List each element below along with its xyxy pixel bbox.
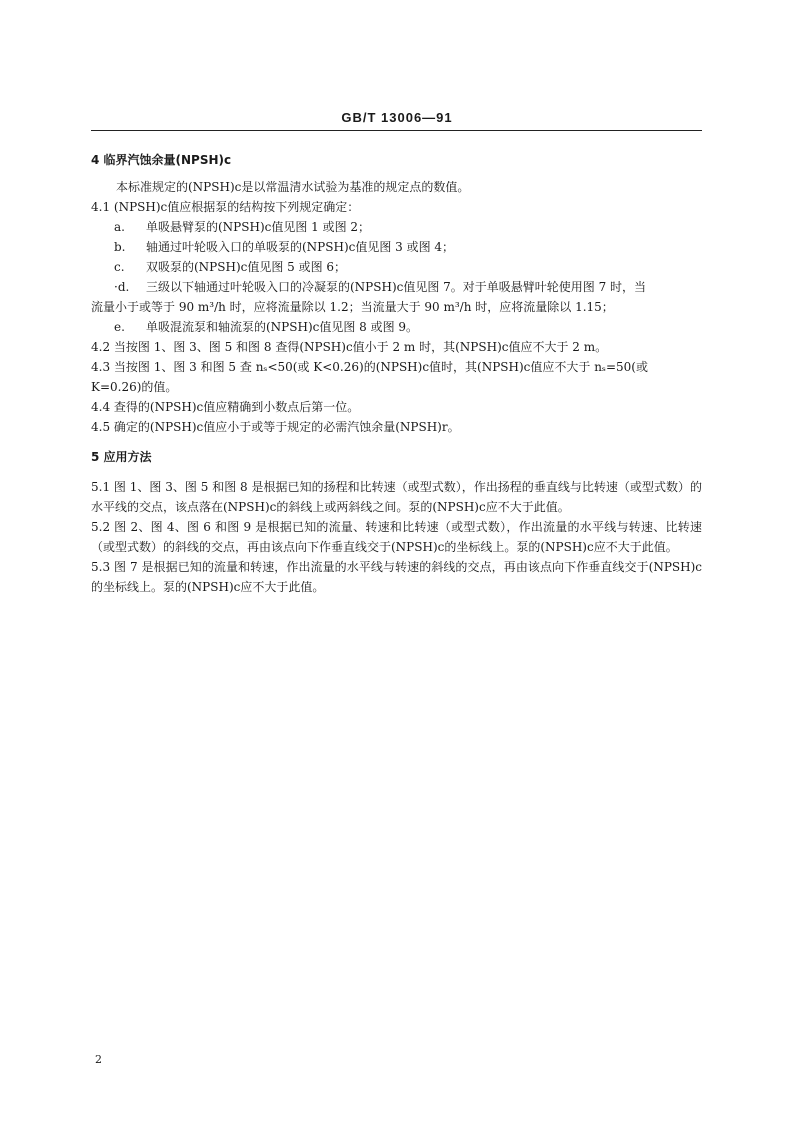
clause-5-3: 5.3 图 7 是根据已知的流量和转速，作出流量的水平线与转速的斜线的交点，再由该点向下作垂直线交于(NPSH)c的坐标线上。泵的(NPSH)c应不大于此值。: [91, 560, 702, 594]
list-label: a.: [114, 220, 125, 234]
list-text: 三级以下轴通过叶轮吸入口的冷凝泵的(NPSH)c值见图 7。对于单吸悬臂叶轮使用图 7 时，当: [146, 280, 647, 294]
section-4-heading: 4 临界汽蚀余量(NPSH)c: [91, 153, 232, 167]
list-item-b: [91, 237, 702, 257]
clause-4-3-line-2: K=0.26)的值。: [91, 380, 178, 394]
document-body: [91, 150, 702, 597]
header-rule: [91, 130, 702, 131]
list-item-d: [91, 277, 702, 297]
list-item-d-continuation: 流量小于或等于 90 m³/h 时，应将流量除以 1.2；当流量大于 90 m³/h 时，应将流量除以 1.15；: [91, 300, 614, 314]
list-item-a: [91, 217, 702, 237]
list-text: 双吸泵的(NPSH)c值见图 5 或图 6；: [146, 260, 347, 274]
standard-header: GB/T 13006—91: [341, 110, 453, 125]
list-label: ·d.: [114, 280, 130, 294]
clause-5-1: 5.1 图 1、图 3、图 5 和图 8 是根据已知的扬程和比转速（或型式数），作出扬程的垂直线与比转速（或型式数）的水平线的交点，该点落在(NPSH)c的斜线上或两斜线之间。泵的(NPSH)c应不大于此值。: [91, 480, 702, 514]
clause-4-3-line-1: 4.3 当按图 1、图 3 和图 5 查 nₛ<50(或 K<0.26)的(NPSH)c值时，其(NPSH)c值应不大于 nₛ=50(或: [91, 360, 648, 374]
clause-4-1: 4.1 (NPSH)c值应根据泵的结构按下列规定确定：: [91, 200, 360, 214]
clause-4-4: 4.4 查得的(NPSH)c值应精确到小数点后第一位。: [91, 400, 360, 414]
list-label: e.: [114, 320, 125, 334]
list-label: c.: [114, 260, 125, 274]
clause-5-2: 5.2 图 2、图 4、图 6 和图 9 是根据已知的流量、转速和比转速（或型式数），作出流量的水平线与转速、比转速（或型式数）的斜线的交点，再由该点向下作垂直线交于(NPSH)c的坐标线上。泵的(NPSH)c应不大于此值。: [91, 520, 702, 554]
clause-4-5: 4.5 确定的(NPSH)c值应小于或等于规定的必需汽蚀余量(NPSH)r。: [91, 420, 460, 434]
section-5-heading: 5 应用方法: [91, 450, 152, 464]
list-item-c: [91, 257, 702, 277]
clause-4-2: 4.2 当按图 1、图 3、图 5 和图 8 查得(NPSH)c值小于 2 m 时，其(NPSH)c值应不大于 2 m。: [91, 340, 608, 354]
list-item-e: [91, 317, 702, 337]
list-label: b.: [114, 240, 126, 254]
list-text: 单吸悬臂泵的(NPSH)c值见图 1 或图 2；: [146, 220, 371, 234]
section-4-intro: 本标准规定的(NPSH)c是以常温清水试验为基准的规定点的数值。: [116, 180, 470, 194]
list-text: 单吸混流泵和轴流泵的(NPSH)c值见图 8 或图 9。: [146, 320, 419, 334]
list-text: 轴通过叶轮吸入口的单吸泵的(NPSH)c值见图 3 或图 4；: [146, 240, 455, 254]
page-number: 2: [95, 1053, 102, 1066]
